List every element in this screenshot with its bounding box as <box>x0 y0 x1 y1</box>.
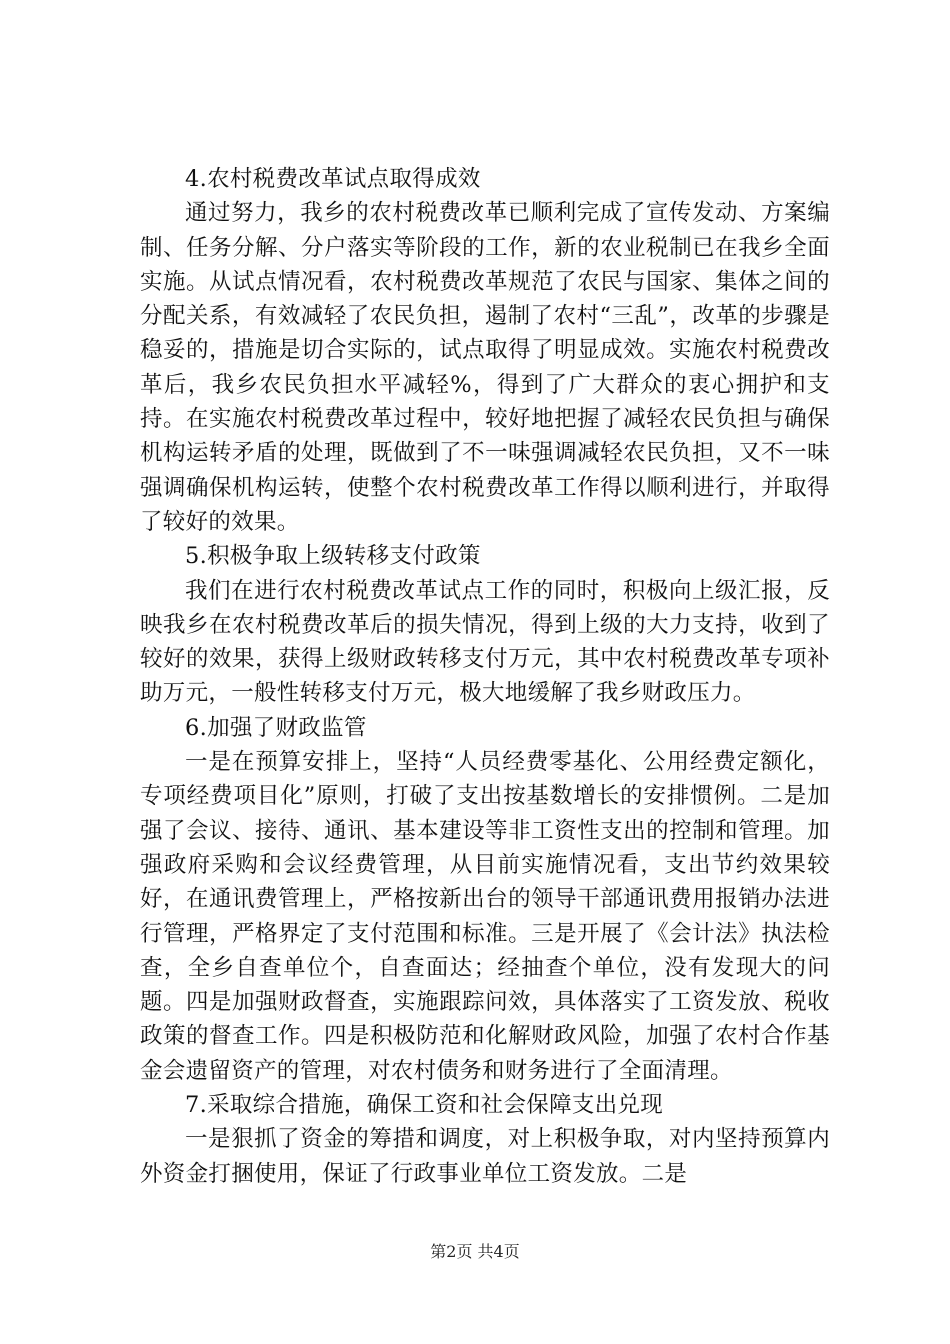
section-heading-6: 6.加强了财政监管 <box>185 714 367 741</box>
section-paragraph-6: 一是在预算安排上，坚持“人员经费零基化、公用经费定额化，专项经费项目化”原则，打破了支出按基数增长的安排惯例。二是加强了会议、接待、通讯、基本建设等非工资性支出的控制和管理。加强政府采购和会议经费管理，从目前实施情况看，支出节约效果较好，在通讯费管理上，严格按新出台的领导干部通讯费用报销办法进行管理，严格界定了支付范围和标准。三是开展了《会计法》执法检查，全乡自查单位个，自查面达；经抽查个单位，没有发现大的问题。四是加强财政督查，实施跟踪问效，具体落实了工资发放、税收政策的督查工作。四是积极防范和化解财政风险，加强了农村合作基金会遗留资产的管理，对农村债务和财务进行了全面清理。 <box>140 749 830 1084</box>
page-number-footer: 第2页 共4页 <box>430 1242 520 1261</box>
section-heading-4: 4.农村税费改革试点取得成效 <box>185 166 481 192</box>
section-heading-7: 7.采取综合措施，确保工资和社会保障支出兑现 <box>185 1092 664 1119</box>
section-paragraph-5: 我们在进行农村税费改革试点工作的同时，积极向上级汇报，反映我乡在农村税费改革后的损失情况，得到上级的大力支持，收到了较好的效果，获得上级财政转移支付万元，其中农村税费改革专项补助万元，一般性转移支付万元，极大地缓解了我乡财政压力。 <box>140 577 830 707</box>
document-body <box>140 162 830 1191</box>
section-heading-5: 5.积极争取上级转移支付政策 <box>185 543 481 570</box>
section-paragraph-4: 通过努力，我乡的农村税费改革已顺利完成了宣传发动、方案编制、任务分解、分户落实等阶段的工作，新的农业税制已在我乡全面实施。从试点情况看，农村税费改革规范了农民与国家、集体之间的分配关系，有效减轻了农民负担，遏制了农村“三乱”，改革的步骤是稳妥的，措施是切合实际的，试点取得了明显成效。实施农村税费改革后，我乡农民负担水平减轻%，得到了广大群众的衷心拥护和支持。在实施农村税费改革过程中，较好地把握了减轻农民负担与确保机构运转矛盾的处理，既做到了不一味强调减轻农民负担，又不一味强调确保机构运转，使整个农村税费改革工作得以顺利进行，并取得了较好的效果。 <box>140 200 830 535</box>
section-paragraph-7: 一是狠抓了资金的筹措和调度，对上积极争取，对内坚持预算内外资金打捆使用，保证了行政事业单位工资发放。二是 <box>140 1126 830 1187</box>
